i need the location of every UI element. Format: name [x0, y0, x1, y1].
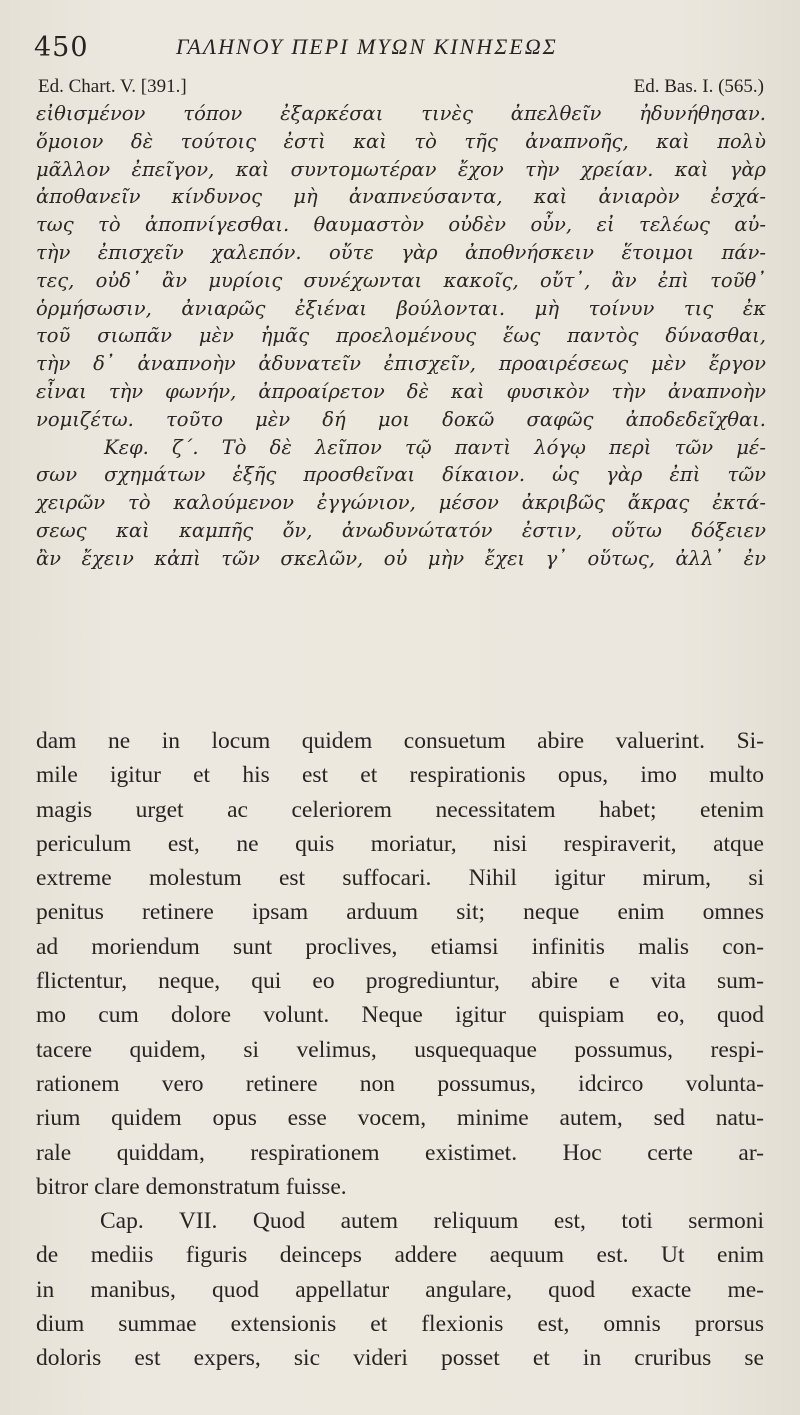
latin-line: magis urget ac celeriorem necessitatem habet; etenim	[36, 796, 764, 823]
latin-line: mile igitur et his est et respirationis opus, imo multo	[36, 762, 764, 789]
greek-line: σεως καὶ καμπῆς ὄν, ἀνωδυνώτατόν ἐστιν, οὕτω δόξειεν	[36, 518, 766, 542]
greek-line: εἰθισμένον τόπον ἐξαρκέσαι τινὲς ἀπελθεῖν ἠδυνήθησαν.	[36, 102, 766, 125]
greek-line: ἂν ἔχειν κἀπὶ τῶν σκελῶν, οὐ μὴν ἔχει γ᾽ οὕτως, ἀλλ᾽ ἐν	[36, 546, 766, 570]
latin-line: penitus retinere ipsam arduum sit; neque enim omnes	[36, 899, 764, 926]
latin-line: tacere quidem, si velimus, usquequaque possumus, respi-	[36, 1036, 764, 1063]
latin-line: doloris est expers, sic videri posset et in cruribus se	[36, 1345, 764, 1372]
latin-line: rale quiddam, respirationem existimet. Hoc certe ar-	[36, 1139, 764, 1166]
edition-references	[34, 72, 764, 102]
greek-line: ὅμοιον δὲ τούτοις ἐστὶ καὶ τὸ τῆς ἀναπνοῆς, καὶ πολὺ	[36, 129, 766, 153]
greek-line: τὴν ἐπισχεῖν χαλεπόν. οὔτε γὰρ ἀποθνήσκειν ἕτοιμοι πάν-	[36, 240, 766, 264]
latin-text-block	[36, 724, 764, 1376]
latin-line: periculum est, ne quis moriatur, nisi respiraverit, atque	[36, 830, 764, 857]
page-header	[34, 28, 764, 68]
latin-line: de mediis figuris deinceps addere aequum est. Ut enim	[36, 1242, 764, 1269]
latin-line: mo cum dolore volunt. Neque igitur quispiam eo, quod	[36, 1002, 764, 1029]
latin-chapter-heading-line: Cap. VII. Quod autem reliquum est, toti sermoni	[100, 1208, 764, 1235]
greek-line: νομιζέτω. τοῦτο μὲν δή μοι δοκῶ σαφῶς ἀποδεδεῖχθαι.	[36, 407, 766, 431]
latin-line: dium summae extensionis et flexionis est, omnis prorsus	[36, 1311, 764, 1338]
latin-line: rium quidem opus esse vocem, minime autem, sed natu-	[36, 1105, 764, 1132]
greek-line: τοῦ σιωπᾶν μὲν ἡμᾶς προελομένους ἕως παντὸς δύνασθαι,	[36, 324, 766, 348]
latin-line: in manibus, quod appellatur angulare, quod exacte me-	[36, 1276, 764, 1303]
running-title: ΓΑΛΗΝΟΥ ΠΕΡΙ ΜΥΩΝ ΚΙΝΗΣΕΩΣ	[176, 34, 558, 59]
latin-line: rationem vero retinere non possumus, idcirco volunta-	[36, 1070, 764, 1097]
greek-text-block	[36, 100, 766, 573]
page-number: 450	[34, 32, 89, 63]
greek-line: ἀποθανεῖν κίνδυνος μὴ ἀναπνεύσαντα, καὶ ἀνιαρὸν ἐσχά-	[36, 185, 766, 209]
latin-line: dam ne in locum quidem consuetum abire valuerint. Si-	[36, 728, 764, 754]
greek-line: χειρῶν τὸ καλούμενον ἐγγώνιον, μέσον ἀκριβῶς ἄκρας ἐκτά-	[36, 491, 766, 515]
greek-line: τὴν δ᾽ ἀναπνοὴν ἀδυνατεῖν ἐπισχεῖν, προαιρέσεως μὲν ἔργον	[36, 352, 766, 376]
greek-line: μᾶλλον ἐπεῖγον, καὶ συντομωτέραν ἔχον τὴν χρείαν. καὶ γὰρ	[36, 157, 766, 181]
latin-line: flictentur, neque, qui eo progrediuntur, abire e vita sum-	[36, 968, 764, 995]
greek-line: τες, οὐδ᾽ ἂν μυρίοις συνέχωνται κακοῖς, οὔτ᾽, ἂν ἐπὶ τοῦθ᾽	[36, 268, 766, 292]
greek-line: τως τὸ ἀποπνίγεσθαι. θαυμαστὸν οὐδὲν οὖν, εἰ τελέως αὐ-	[36, 213, 766, 237]
edition-reference-chartier: Ed. Chart. V. [391.]	[38, 76, 187, 97]
latin-line: extreme molestum est suffocari. Nihil igitur mirum, si	[36, 865, 764, 892]
greek-line: σων σχημάτων ἑξῆς προσθεῖναι δίκαιον. ὡς γὰρ ἐπὶ τῶν	[36, 463, 766, 487]
edition-reference-basel: Ed. Bas. I. (565.)	[633, 76, 764, 97]
latin-line: ad moriendum sunt proclives, etiamsi infinitis malis con-	[36, 933, 764, 960]
greek-chapter-heading-line: Κεφ. ζ΄. Τὸ δὲ λεῖπον τῷ παντὶ λόγῳ περὶ τῶν μέ-	[104, 435, 766, 459]
greek-line: ὁρμήσωσιν, ἀνιαρῶς ἐξιέναι βούλονται. μὴ τοίνυν τις ἐκ	[36, 296, 766, 320]
greek-line: εἶναι τὴν φωνήν, ἀπροαίρετον δὲ καὶ φυσικὸν τὴν ἀναπνοὴν	[36, 379, 766, 403]
latin-line: bitror clare demonstratum fuisse.	[36, 1173, 347, 1200]
